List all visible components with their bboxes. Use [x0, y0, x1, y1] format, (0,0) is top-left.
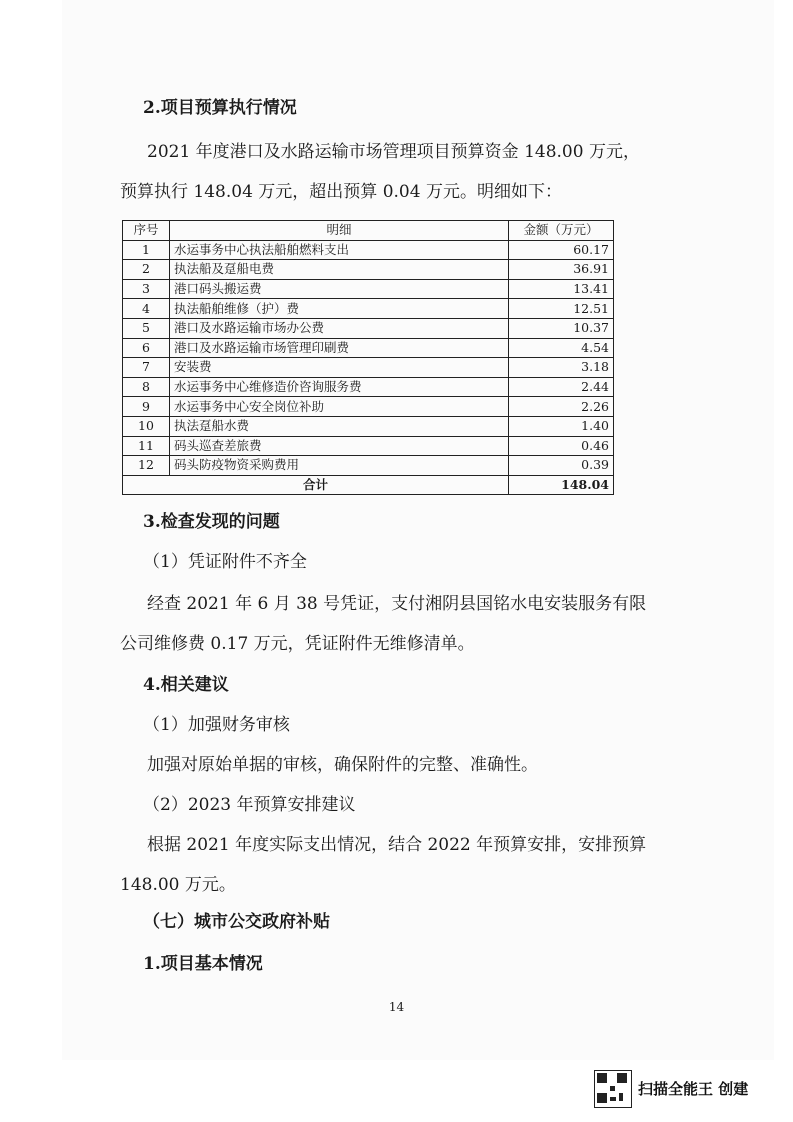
row-amount: 2.26 [509, 397, 614, 417]
row-amount: 60.17 [509, 240, 614, 260]
row-item: 码头巡查差旅费 [170, 436, 509, 456]
section-heading-recommendations: 4.相关建议 [143, 675, 229, 695]
row-item: 执法船舶维修（护）费 [170, 299, 509, 319]
row-amount: 0.39 [509, 456, 614, 476]
row-seq: 9 [123, 397, 170, 417]
page-number: 14 [388, 1000, 405, 1014]
issue-subheading-1: （1）凭证附件不齐全 [143, 552, 307, 572]
row-amount: 2.44 [509, 377, 614, 397]
budget-paragraph-line-1: 2021 年度港口及水路运输市场管理项目预算资金 148.00 万元， [147, 142, 640, 162]
row-item: 港口及水路运输市场办公费 [170, 318, 509, 338]
issue-paragraph-line-1: 经查 2021 年 6 月 38 号凭证，支付湘阴县国铭水电安装服务有限 [147, 594, 647, 614]
row-amount: 13.41 [509, 279, 614, 299]
budget-paragraph-line-2: 预算执行 148.04 万元，超出预算 0.04 万元。明细如下： [120, 182, 562, 202]
row-seq: 3 [123, 279, 170, 299]
table-row [123, 338, 614, 358]
row-seq: 12 [123, 456, 170, 476]
row-seq: 1 [123, 240, 170, 260]
row-item: 执法趸船水费 [170, 416, 509, 436]
row-item: 安装费 [170, 358, 509, 378]
table-header-row [123, 221, 614, 241]
table-row [123, 318, 614, 338]
recommendation-subheading-1: （1）加强财务审核 [143, 715, 290, 735]
budget-detail-table [122, 220, 614, 495]
subsection-heading-basic-info: 1.项目基本情况 [143, 954, 263, 974]
row-seq: 7 [123, 358, 170, 378]
row-amount: 3.18 [509, 358, 614, 378]
row-seq: 11 [123, 436, 170, 456]
total-label: 合计 [123, 475, 509, 495]
table-row [123, 260, 614, 280]
issue-paragraph-line-2: 公司维修费 0.17 万元，凭证附件无维修清单。 [120, 634, 475, 654]
recommendation-subheading-2: （2）2023 年预算安排建议 [143, 795, 356, 815]
table-row [123, 436, 614, 456]
table-row [123, 377, 614, 397]
row-amount: 10.37 [509, 318, 614, 338]
section-heading-issues: 3.检查发现的问题 [143, 512, 280, 532]
table-row [123, 358, 614, 378]
row-item: 执法船及趸船电费 [170, 260, 509, 280]
row-item: 港口及水路运输市场管理印刷费 [170, 338, 509, 358]
recommendation-paragraph-2-line-2: 148.00 万元。 [120, 875, 236, 895]
row-amount: 0.46 [509, 436, 614, 456]
scanner-brand-text: 扫描全能王 创建 [638, 1080, 749, 1098]
total-amount: 148.04 [509, 475, 614, 495]
row-seq: 8 [123, 377, 170, 397]
table-row [123, 456, 614, 476]
row-amount: 1.40 [509, 416, 614, 436]
table-total-row [123, 475, 614, 495]
table-row [123, 397, 614, 417]
table-row [123, 416, 614, 436]
section-heading-bus-subsidy: （七）城市公交政府补贴 [143, 912, 330, 932]
scanner-watermark [594, 1068, 784, 1110]
header-amount: 金额（万元） [509, 221, 614, 241]
row-seq: 6 [123, 338, 170, 358]
row-seq: 5 [123, 318, 170, 338]
table-row [123, 240, 614, 260]
header-seq: 序号 [123, 221, 170, 241]
row-amount: 12.51 [509, 299, 614, 319]
recommendation-paragraph-1: 加强对原始单据的审核，确保附件的完整、准确性。 [147, 755, 538, 775]
row-seq: 2 [123, 260, 170, 280]
header-item: 明细 [170, 221, 509, 241]
row-item: 水运事务中心维修造价咨询服务费 [170, 377, 509, 397]
section-heading-budget-execution: 2.项目预算执行情况 [143, 98, 297, 118]
row-item: 码头防疫物资采购费用 [170, 456, 509, 476]
recommendation-paragraph-2-line-1: 根据 2021 年度实际支出情况，结合 2022 年预算安排，安排预算 [147, 835, 647, 855]
row-seq: 10 [123, 416, 170, 436]
table-row [123, 279, 614, 299]
row-amount: 4.54 [509, 338, 614, 358]
table-row [123, 299, 614, 319]
row-item: 港口码头搬运费 [170, 279, 509, 299]
row-item: 水运事务中心安全岗位补助 [170, 397, 509, 417]
row-seq: 4 [123, 299, 170, 319]
row-item: 水运事务中心执法船舶燃料支出 [170, 240, 509, 260]
row-amount: 36.91 [509, 260, 614, 280]
qr-code-icon [594, 1070, 632, 1108]
